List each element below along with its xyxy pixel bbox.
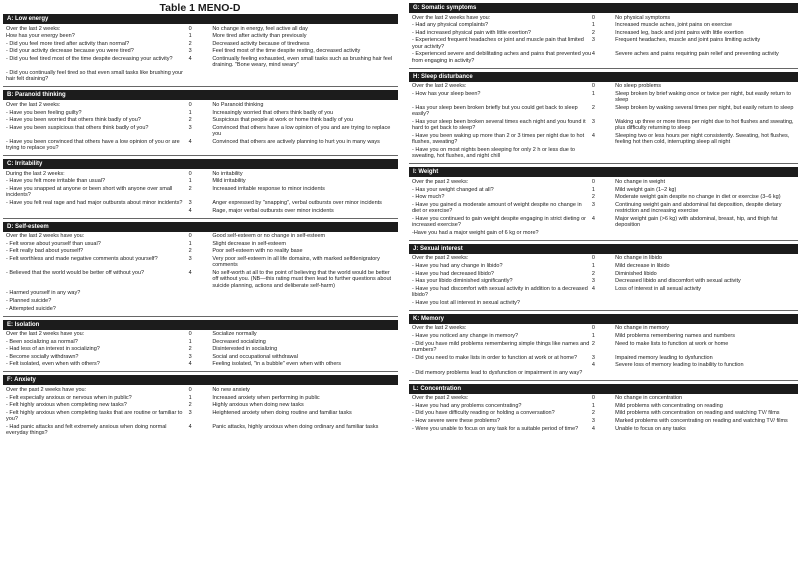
score-number: 1 [591, 402, 595, 409]
table-row [409, 402, 798, 410]
section-header: J: Sexual interest [409, 244, 798, 254]
section-header: L: Concentration [409, 384, 798, 394]
score-description: Frequent headaches, muscle and joint pains limiting activity [615, 37, 761, 44]
question-text: - Have you felt more irritable than usual? [6, 178, 106, 185]
table-row [409, 14, 798, 22]
question-text: - How has your sleep been? [412, 90, 481, 97]
table-row [3, 338, 398, 346]
question-text: - Experienced frequent headaches or joint and muscle pain that limited your activity? [412, 37, 584, 50]
score-description: Increased irritable response to minor incidents [212, 185, 325, 192]
score-description: Mild decrease in libido [615, 262, 670, 269]
score-description: No physical symptoms [615, 14, 671, 21]
table-row [409, 262, 798, 270]
score-number: 4 [591, 285, 595, 292]
table-row [3, 55, 398, 69]
table-row [409, 90, 798, 104]
score-number: 0 [188, 101, 192, 108]
table-row [409, 354, 798, 362]
score-description: Poor self-esteem with no reality base [212, 248, 303, 255]
section [409, 244, 798, 311]
question-text: - Has your weight changed at all? [412, 186, 494, 193]
section [3, 222, 398, 317]
score-description: Rage, major verbal outbursts over minor incidents [212, 207, 334, 214]
score-number: 0 [591, 255, 595, 262]
score-description [212, 306, 398, 312]
score-number: 0 [188, 233, 192, 240]
table-row [3, 124, 398, 138]
section-header: H: Sleep disturbance [409, 72, 798, 82]
question-text [409, 362, 592, 368]
table-row [409, 425, 798, 433]
score-number: 3 [591, 118, 595, 125]
score-number: 0 [188, 331, 192, 338]
score-description: Slight decrease in self-esteem [212, 240, 287, 247]
question-text: - Have you on most nights been sleeping for only 2 h or less due to sweating, hot flushes, and night chill [412, 146, 575, 160]
score-number: 2 [188, 346, 192, 353]
score-number: 0 [188, 25, 192, 32]
table-row [3, 269, 398, 289]
score-number: 2 [591, 270, 595, 277]
table-row [3, 331, 398, 339]
section [409, 314, 798, 381]
score-description: Convinced that others have a low opinion of you and are trying to replace you [212, 124, 391, 138]
question-text: Over the last 2 weeks: [6, 25, 61, 32]
score-number: 1 [188, 109, 192, 116]
question-text: Over the past 2 weeks: [412, 255, 469, 262]
section-header: E: Isolation [3, 320, 398, 330]
table-row [3, 361, 398, 369]
question-text: - Attempted suicide? [6, 305, 56, 312]
table-row [3, 40, 398, 48]
score-description: Good self-esteem or no change in self-esteem [212, 233, 326, 240]
score-description: Marked problems with concentrating on reading and watching TV/ films [615, 418, 788, 425]
score-number: 2 [591, 29, 595, 36]
score-number: 0 [591, 14, 595, 21]
score-description [212, 298, 398, 304]
section [3, 375, 398, 440]
score-number: 4 [188, 423, 192, 430]
score-number: 0 [188, 387, 192, 394]
table-row [409, 285, 798, 299]
score-number: 1 [591, 22, 595, 29]
score-description: Sleep broken by waking several times per night, but easily return to sleep [615, 104, 794, 111]
table-row [409, 178, 798, 186]
score-description: Socialize normally [212, 331, 257, 338]
score-description: No self-worth at all to the point of believing that the world would be better off without you. (NB—this rating must then lead to further questions about suicide planning, actions and deliberate self-harm) [212, 269, 392, 289]
score-description: Convinced that others are actively planning to hurt you in many ways [212, 138, 380, 145]
score-number [189, 298, 213, 304]
section-header: D: Self-esteem [3, 222, 398, 232]
question-text: - Have you been worried that others think badly of you? [6, 117, 141, 124]
question-text: - Harmed yourself in any way? [6, 290, 81, 297]
table-row [3, 48, 398, 56]
table-row [409, 325, 798, 333]
score-number: 3 [188, 409, 192, 416]
score-number: 2 [188, 117, 192, 124]
score-number [189, 306, 213, 312]
score-description: No change in energy, feel active all day [212, 25, 308, 32]
score-number: 1 [188, 178, 192, 185]
table-row [3, 346, 398, 354]
question-text: Over the last 2 weeks have you: [412, 14, 491, 21]
score-description: Decreased activity because of tiredness [212, 40, 310, 47]
table-row [409, 270, 798, 278]
score-number: 1 [188, 33, 192, 40]
table-row [3, 305, 398, 313]
score-number: 3 [591, 354, 595, 361]
table-row [3, 117, 398, 125]
table-row [409, 278, 798, 286]
score-description: Waking up three or more times per night due to hot flushes and sweating, plus difficulty returning to sleep [615, 118, 794, 132]
table-row [409, 194, 798, 202]
score-description [615, 370, 798, 376]
table-row [409, 340, 798, 354]
question-text: - Had any physical complaints? [412, 22, 489, 29]
score-description: Severe loss of memory leading to inability to function [615, 362, 744, 369]
score-number: 4 [188, 55, 192, 62]
score-number: 3 [188, 353, 192, 360]
score-description: Mild problems with concentrating on reading [615, 402, 723, 409]
score-number: 1 [591, 332, 595, 339]
question-text: Over the past 2 weeks have you: [6, 387, 87, 394]
section-header: I: Weight [409, 167, 798, 177]
score-number [189, 290, 213, 296]
question-text: - Have you noticed any change in memory? [412, 332, 519, 339]
question-text: - Believed that the world would be better off without you? [6, 269, 145, 276]
question-text: - Have you snapped at anyone or been short with anyone over small incidents? [6, 185, 173, 199]
table-row [409, 395, 798, 403]
score-description: Need to make lists to function at work or home [615, 340, 729, 347]
score-description: Unable to focus on any tasks [615, 425, 686, 432]
score-description: No new anxiety [212, 387, 250, 394]
score-description: Impaired memory leading to dysfunction [615, 354, 713, 361]
score-description: Feeling isolated, "in a bubble" even when with others [212, 361, 341, 368]
table-row [409, 362, 798, 370]
section [3, 90, 398, 156]
score-number: 4 [188, 361, 192, 368]
score-description: No Paranoid thinking [212, 101, 264, 108]
score-description: Mild problems with concentration on reading and watching TV/ films [615, 410, 780, 417]
score-description: Sleeping two or less hours per night consistently. Sweating, hot flushes, feeling hot then cold, interrupting sleep all night [615, 132, 790, 146]
question-text: - Have you lost all interest in sexual activity? [412, 299, 520, 306]
question-text: - Become socially withdrawn? [6, 353, 79, 360]
question-text: Over the past 2 weeks: [412, 178, 469, 185]
table-row [409, 229, 798, 237]
question-text: - Did you continually feel tired so that even small tasks like brushing your hair felt draining? [6, 69, 184, 83]
score-description: Disinterested in socializing [212, 346, 278, 353]
section-header: A: Low energy [3, 14, 398, 24]
table-row [3, 207, 398, 215]
table-row [3, 33, 398, 41]
score-description: Panic attacks, highly anxious when doing ordinary and familiar tasks [212, 423, 379, 430]
table-row [409, 186, 798, 194]
question-text: - Have you had any problems concentrating? [412, 402, 522, 409]
table-row [409, 146, 798, 160]
table-row [409, 255, 798, 263]
table-row [3, 138, 398, 152]
score-description: Moderate weight gain despite no change in diet or exercise (3–6 kg) [615, 194, 781, 201]
section [3, 320, 398, 373]
score-description: Feel tired most of the time despite resting, decreased activity [212, 48, 361, 55]
score-description [212, 290, 398, 296]
score-description: Very poor self-esteem in all life domains, with marked selfdenigratory comments [212, 255, 380, 269]
score-description: Decreased socializing [212, 338, 266, 345]
question-text: Over the last 2 weeks have you: [6, 233, 85, 240]
question-text: Over the last 2 weeks have you: [6, 331, 85, 338]
question-text: - Felt worse about yourself than usual? [6, 240, 101, 247]
table-row [3, 409, 398, 423]
score-number: 2 [188, 185, 192, 192]
score-number: 3 [591, 418, 595, 425]
question-text: - Did you feel more tired after activity than normal? [6, 40, 130, 47]
score-description: Major weight gain (>6 kg) with abdominal, breast, hip, and thigh fat deposition [615, 215, 778, 229]
table-row [409, 118, 798, 132]
score-number: 0 [591, 325, 595, 332]
score-number: 0 [591, 395, 595, 402]
table-row [409, 29, 798, 37]
question-text: - Felt highly anxious when completing tasks that are routine or familiar to you? [6, 409, 183, 423]
table-row [409, 104, 798, 118]
question-text: - Felt really bad about yourself? [6, 248, 84, 255]
section [3, 14, 398, 87]
score-description: Severe aches and pains requiring pain relief and preventing activity [615, 51, 779, 58]
score-number: 2 [591, 104, 595, 111]
score-description: Suspicious that people at work or home think badly of you [212, 117, 353, 124]
question-text: - Had less of an interest in socializing? [6, 346, 100, 353]
score-description: No change in weight [615, 178, 665, 185]
question-text: How has your energy been? [6, 33, 75, 40]
score-number [592, 230, 615, 236]
table-row [3, 69, 398, 83]
question-text: Over the last 2 weeks: [6, 101, 61, 108]
table-row [409, 37, 798, 51]
question-text: - Felt worthless and made negative comments about yourself? [6, 255, 158, 262]
question-text: - Did you have mild problems remembering simple things like names and numbers? [412, 340, 590, 353]
question-text: - Were you unable to focus on any task for a suitable period of time? [412, 425, 579, 432]
score-number: 4 [591, 215, 595, 222]
table-row [409, 132, 798, 146]
score-number: 2 [188, 40, 192, 47]
section [409, 384, 798, 436]
score-number: 2 [188, 248, 192, 255]
score-description [615, 230, 798, 236]
score-number: 1 [188, 338, 192, 345]
question-text: - Did you need to make lists in order to function at work or at home? [412, 354, 578, 361]
question-text: - Felt isolated, even when with others? [6, 361, 100, 368]
score-number: 4 [591, 425, 595, 432]
section-header: B: Paranoid thinking [3, 90, 398, 100]
score-description: Highly anxious when doing new tasks [212, 402, 304, 409]
question-text: Over the last 2 weeks: [412, 325, 467, 332]
score-description: Decreased libido and discomfort with sexual activity [615, 278, 741, 285]
question-text: - Have you gained a moderate amount of weight despite no change in diet or exercise? [412, 201, 582, 215]
score-number: 1 [591, 90, 595, 97]
score-number: 0 [591, 178, 595, 185]
score-description: Continuing weight gain and abdominal fat deposition, despite dietary restriction and increasing exercise [615, 201, 782, 215]
table-title: Table 1 MENO-D [159, 2, 241, 14]
question-text: - How much? [412, 194, 445, 201]
score-number [592, 370, 615, 376]
question-text: - How severe were these problems? [412, 418, 501, 425]
score-description [212, 70, 398, 83]
section-header: C: Irritability [3, 159, 398, 169]
score-number: 4 [188, 269, 192, 276]
score-number [592, 147, 615, 160]
score-number: 1 [188, 240, 192, 247]
score-number: 2 [591, 340, 595, 347]
table-row [3, 394, 398, 402]
score-number: 3 [188, 199, 192, 206]
question-text: - Has your sleep been broken several times each night and you found it hard to get back to sleep? [412, 118, 586, 132]
score-number: 4 [591, 51, 595, 58]
question-text: - Felt especially anxious or nervous when in public? [6, 394, 132, 401]
question-text: -Have you had a major weight gain of 6 kg or more? [412, 229, 539, 236]
question-text: - Have you felt real rage and had major outbursts about minor incidents? [6, 199, 183, 206]
score-number: 4 [188, 138, 192, 145]
table-row [3, 386, 398, 394]
question-text: - Have you been waking up more than 2 or 3 times per night due to hot flushes, sweating? [412, 132, 585, 146]
score-description: No change in libido [615, 255, 662, 262]
section-header: G: Somatic symptoms [409, 3, 798, 13]
question-text [3, 208, 189, 214]
score-number: 4 [188, 207, 192, 214]
question-text: - Has your sleep been broken briefly but you could get back to sleep easily? [412, 104, 578, 118]
score-number: 3 [591, 278, 595, 285]
score-number: 3 [188, 124, 192, 131]
question-text: - Did memory problems lead to dysfunction or impairment in any way? [412, 369, 583, 376]
question-text: - Had increased physical pain with little exertion? [412, 29, 531, 36]
score-number: 3 [188, 48, 192, 55]
table-row [3, 423, 398, 437]
score-description: No irritability [212, 170, 243, 177]
table-row [3, 233, 398, 241]
score-description: Sleep broken by brief waking once or twice per night, but easily return to sleep [615, 90, 791, 104]
score-description: Mild weight gain (1–2 kg) [615, 186, 677, 193]
table-row [409, 51, 798, 65]
score-description: No sleep problems [615, 83, 662, 90]
table-row [3, 25, 398, 33]
table-row [409, 22, 798, 30]
question-text: - Have you been convinced that others have a low opinion of you or are trying to replace you? [6, 138, 180, 152]
question-text: - Have you been suspicious that others think badly of you? [6, 124, 149, 131]
table-row [3, 240, 398, 248]
question-text: - Has your libido diminished significantly? [412, 278, 513, 285]
score-number: 3 [591, 37, 595, 44]
score-description [615, 300, 798, 306]
question-text: - Felt highly anxious when completing new tasks? [6, 402, 127, 409]
table-row [3, 109, 398, 117]
score-description: No change in concentration [615, 395, 683, 402]
table-row [3, 101, 398, 109]
question-text: - Have you had any change in libido? [412, 262, 503, 269]
question-text: - Experienced severe and debilitating aches and pains that prevented you from engaging in activity? [412, 51, 592, 64]
table-row [3, 353, 398, 361]
question-text: - Have you continued to gain weight despite engaging in strict dieting or increased exercise? [412, 215, 586, 229]
score-description [615, 147, 798, 160]
question-text: - Have you been feeling guilty? [6, 109, 82, 116]
table-row [3, 255, 398, 269]
score-description: Increased leg, back and joint pains with little exertion [615, 29, 744, 36]
score-description: Loss of interest in all sexual activity [615, 285, 702, 292]
score-number [189, 70, 213, 83]
table-row [409, 299, 798, 307]
question-text: - Been socializing as normal? [6, 338, 78, 345]
question-text: During the last 2 weeks: [6, 170, 65, 177]
score-number: 4 [591, 132, 595, 139]
table-row [409, 215, 798, 229]
score-number: 2 [591, 194, 595, 201]
table-row [409, 410, 798, 418]
question-text: Over the past 2 weeks: [412, 395, 469, 402]
score-number: 0 [188, 170, 192, 177]
left-column [3, 14, 398, 443]
table-row [3, 178, 398, 186]
score-description: Heightened anxiety when doing routine and familiar tasks [212, 409, 352, 416]
score-description: Increasingly worried that others think badly of you [212, 109, 334, 116]
section-header: F: Anxiety [3, 375, 398, 385]
table-row [3, 297, 398, 305]
question-text: - Had panic attacks and felt extremely anxious when doing normal everyday things? [6, 423, 167, 437]
table-row [409, 332, 798, 340]
score-description: No change in memory [615, 325, 669, 332]
score-description: Anger expressed by "snapping", verbal outbursts over minor incidents [212, 199, 382, 206]
score-number: 0 [591, 83, 595, 90]
score-description: Continually feeling exhausted, even small tasks such as brushing hair feel draining. "Bone weary, mind weary" [212, 55, 393, 69]
question-text: Over the last 2 weeks: [412, 83, 467, 90]
table-row [3, 290, 398, 298]
score-description: Diminished libido [615, 270, 657, 277]
table-row [3, 199, 398, 207]
question-text: - Did you have difficulty reading or holding a conversation? [412, 410, 555, 417]
table-row [409, 201, 798, 215]
question-text: - Have you had discomfort with sexual activity in addition to a decreased libido? [412, 285, 588, 299]
table-row [3, 170, 398, 178]
score-description: Increased anxiety when performing in public [212, 394, 320, 401]
section [409, 3, 798, 69]
table-row [3, 248, 398, 256]
score-description: Mild problems remembering names and numbers [615, 332, 735, 339]
score-description: More tired after activity than previously [212, 33, 307, 40]
score-number: 2 [188, 402, 192, 409]
score-description: Increased muscle aches, joint pains on exercise [615, 22, 732, 29]
score-number: 3 [591, 201, 595, 208]
table-row [3, 402, 398, 410]
right-column [409, 3, 798, 439]
table-row [409, 417, 798, 425]
table-row [409, 83, 798, 91]
score-number: 2 [591, 410, 595, 417]
section [409, 167, 798, 240]
section [409, 72, 798, 165]
section [3, 159, 398, 218]
question-text: - Planned suicide? [6, 297, 52, 304]
question-text: - Did you feel tired most of the time despite decreasing your activity? [6, 55, 173, 62]
question-text: - Did your activity decrease because you were tired? [6, 48, 134, 55]
score-number: 1 [188, 394, 192, 401]
table-row [3, 185, 398, 199]
section-header: K: Memory [409, 314, 798, 324]
score-number: 4 [591, 362, 595, 369]
score-description: Social and occupational withdrawal [212, 353, 298, 360]
score-number: 1 [591, 262, 595, 269]
score-number [592, 300, 615, 306]
score-description: Mild irritability [212, 178, 246, 185]
score-number: 1 [591, 186, 595, 193]
question-text: - Have you had decreased libido? [412, 270, 494, 277]
table-row [409, 369, 798, 377]
score-number: 3 [188, 255, 192, 262]
